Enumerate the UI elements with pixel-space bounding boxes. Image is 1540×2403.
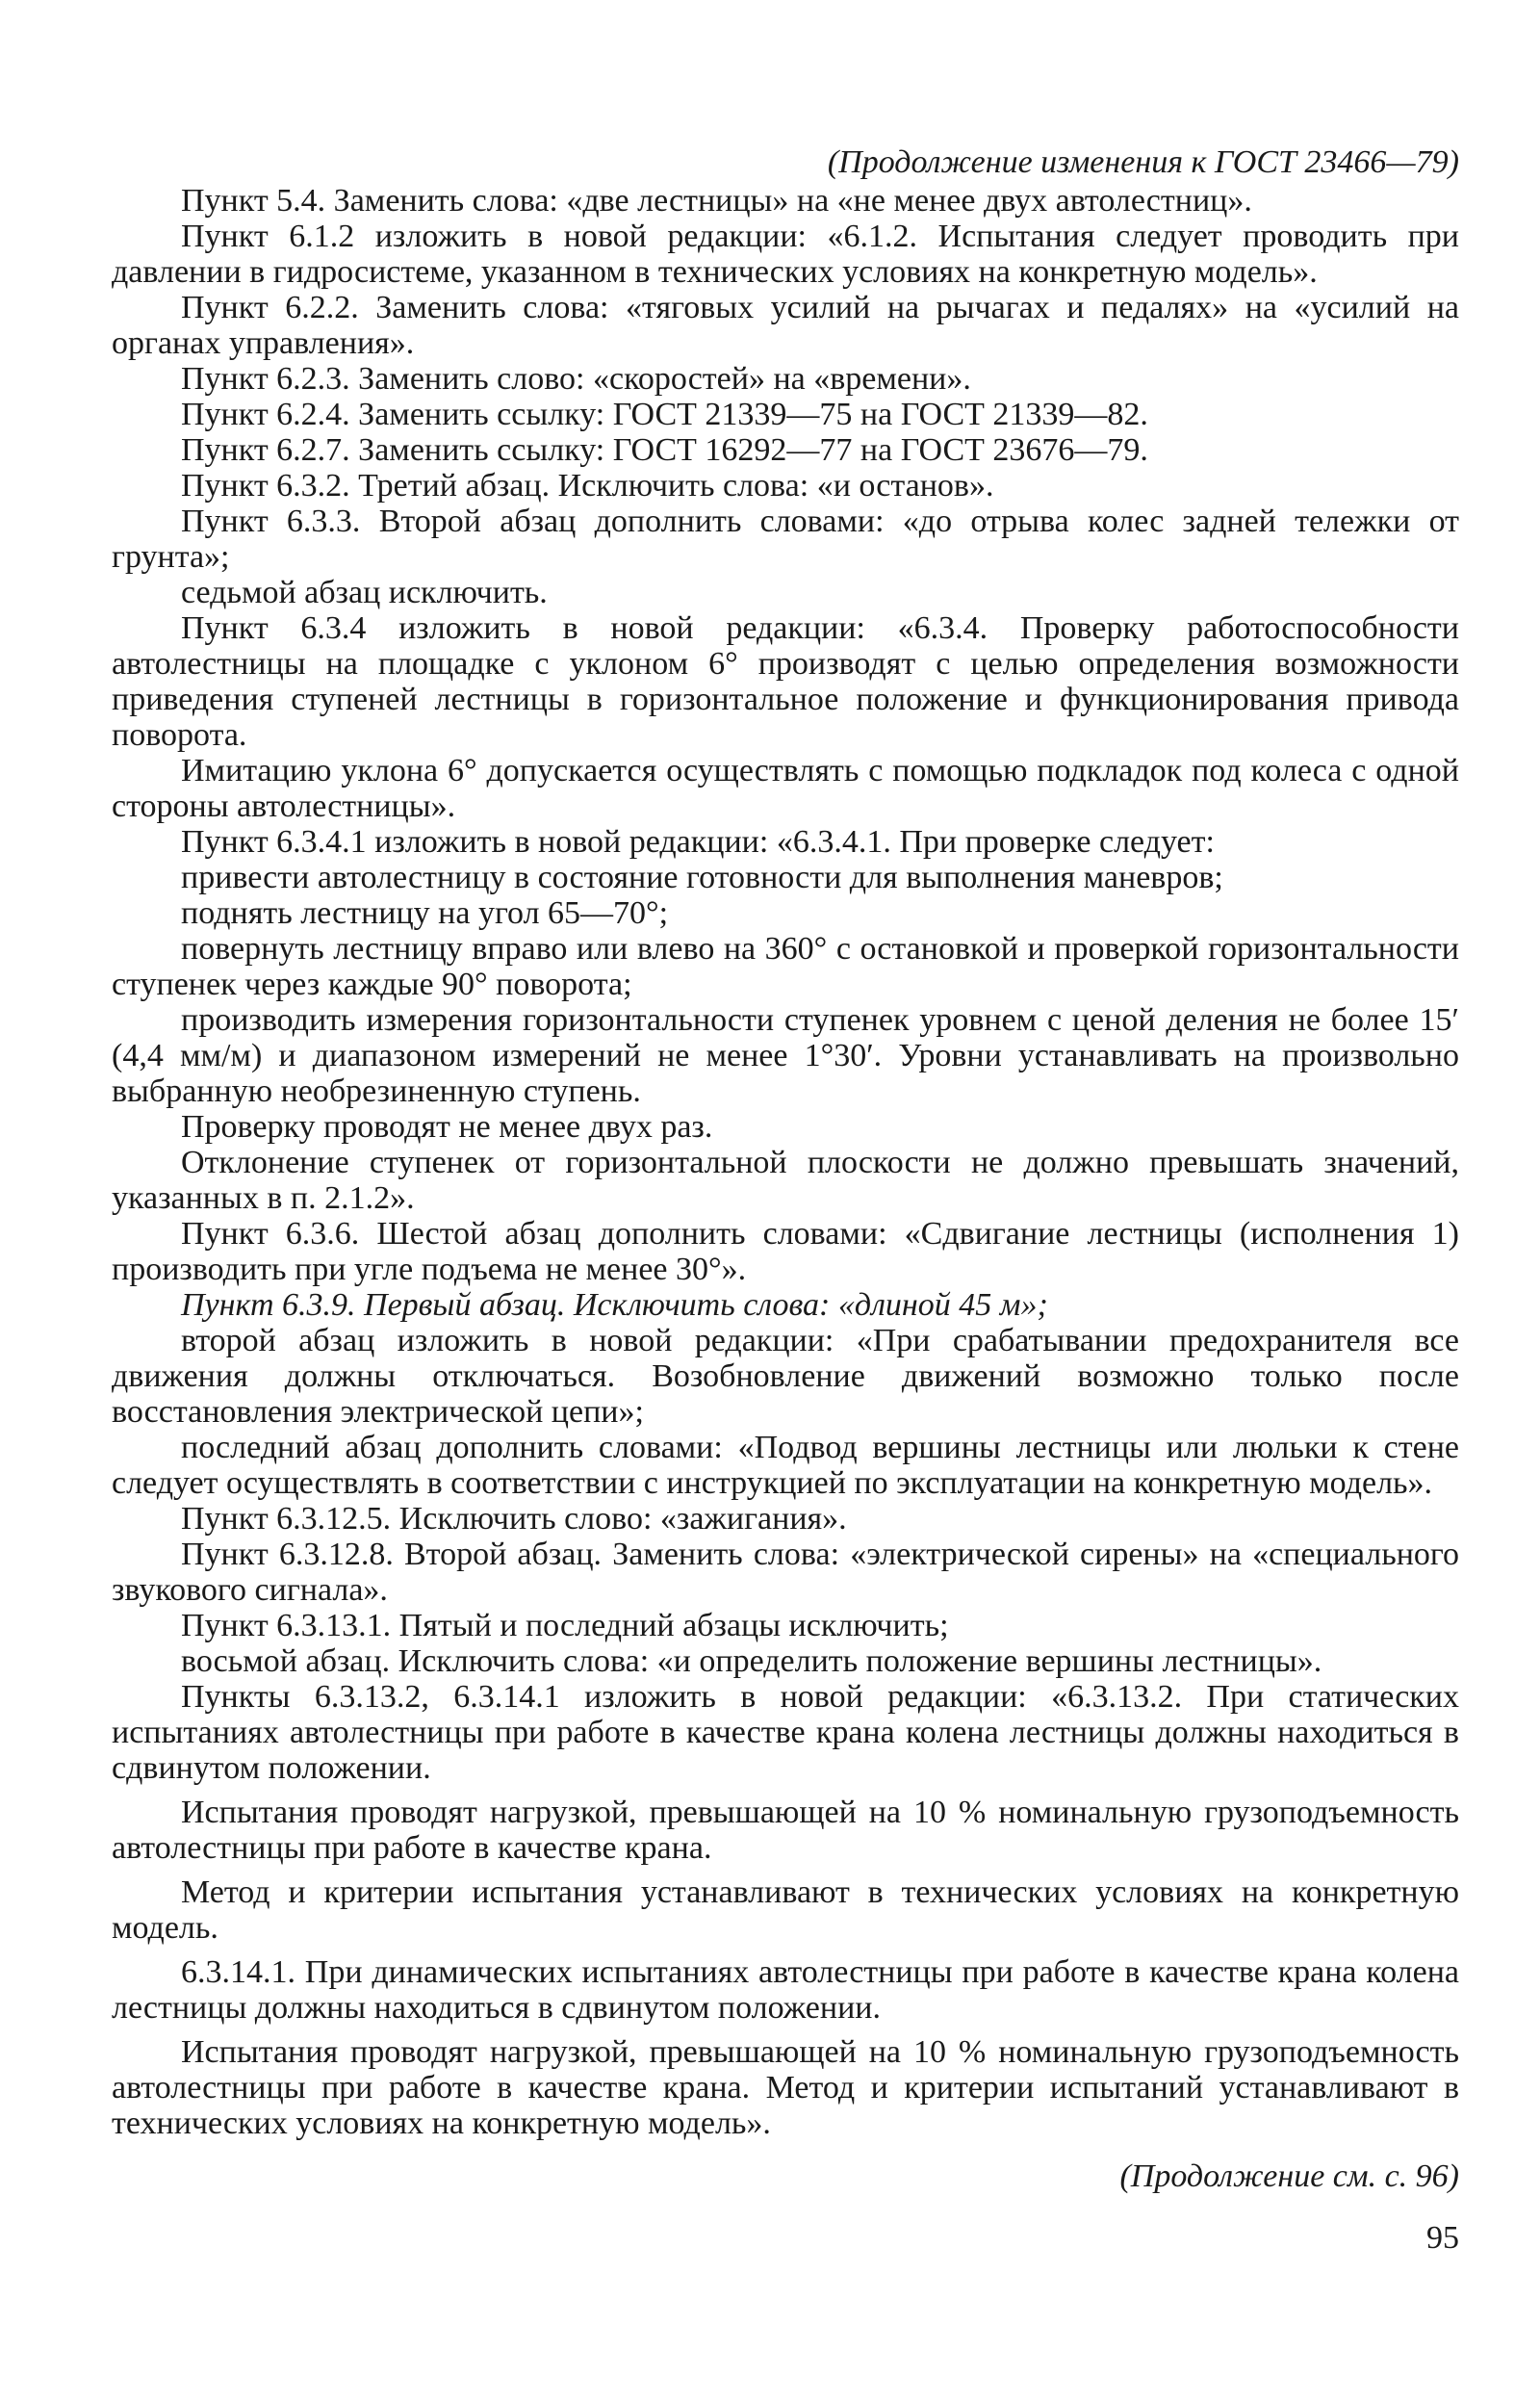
paragraph: Пункт 6.3.4.1 изложить в новой редакции: «6.3.4.1. При проверке следует: xyxy=(181,824,1215,860)
paragraph: Отклонение ступенек от горизонтальной плоскости не должно превышать значений, указанных в п. 2.1.2». xyxy=(112,1145,1459,1216)
continuation-footer: (Продолжение см. с. 96) xyxy=(1119,2158,1459,2194)
paragraph: Пункт 6.3.9. Первый абзац. Исключить слова: «длиной 45 м»; xyxy=(181,1287,1048,1323)
paragraph: Испытания проводят нагрузкой, превышающей на 10 % номинальную грузоподъемность автолестницы при работе в качестве крана. xyxy=(112,1795,1459,1866)
paragraph: Пункт 6.2.7. Заменить ссылку: ГОСТ 16292—77 на ГОСТ 23676—79. xyxy=(181,432,1148,468)
paragraph: Пункты 6.3.13.2, 6.3.14.1 изложить в новой редакции: «6.3.13.2. При статических испытаниях автолестницы при работе в качестве крана колена лестницы должны находиться в сдвинутом положении. xyxy=(112,1679,1459,1786)
continuation-header: (Продолжение изменения к ГОСТ 23466—79) xyxy=(827,144,1459,180)
paragraph: Пункт 6.3.12.5. Исключить слово: «зажигания». xyxy=(181,1501,847,1537)
paragraph: второй абзац изложить в новой редакции: «При срабатывании предохранителя все движения должны отключаться. Возобновление движений возможно только после восстановления электрической цепи»; xyxy=(112,1323,1459,1430)
paragraph: Пункт 6.2.2. Заменить слова: «тяговых усилий на рычагах и педалях» на «усилий на органах управления». xyxy=(112,290,1459,361)
paragraph: Пункт 6.3.4 изложить в новой редакции: «6.3.4. Проверку работоспособности автолестницы на площадке с уклоном 6° производят с целью определения возможности приведения ступеней лестницы в горизонтальное положение и функционирования привода поворота. xyxy=(112,610,1459,753)
paragraph: повернуть лестницу вправо или влево на 360° с остановкой и проверкой горизонтальности ступенек через каждые 90° поворота; xyxy=(112,931,1459,1002)
paragraph: производить измерения горизонтальности ступенек уровнем с ценой деления не более 15′ (4,4 мм/м) и диапазоном измерений не менее 1°30′. Уровни устанавливать на произвольно выбранную необрезиненную ступень. xyxy=(112,1002,1459,1109)
paragraph: седьмой абзац исключить. xyxy=(181,575,548,610)
paragraph: последний абзац дополнить словами: «Подвод вершины лестницы или люльки к стене следует осуществлять в соответствии с инструкцией по эксплуатации на конкретную модель». xyxy=(112,1430,1459,1501)
paragraph: Метод и критерии испытания устанавливают в технических условиях на конкретную модель. xyxy=(112,1874,1459,1946)
paragraph: Пункт 6.2.4. Заменить ссылку: ГОСТ 21339—75 на ГОСТ 21339—82. xyxy=(181,397,1148,432)
paragraph: Пункт 6.3.3. Второй абзац дополнить словами: «до отрыва колес задней тележки от грунта»; xyxy=(112,504,1459,575)
paragraph: поднять лестницу на угол 65—70°; xyxy=(181,895,669,931)
paragraph: привести автолестницу в состояние готовности для выполнения маневров; xyxy=(181,860,1223,895)
paragraph: Пункт 6.3.2. Третий абзац. Исключить слова: «и останов». xyxy=(181,468,994,504)
paragraph: Пункт 6.3.13.1. Пятый и последний абзацы исключить; xyxy=(181,1608,949,1643)
paragraph: Имитацию уклона 6° допускается осуществлять с помощью подкладок под колеса с одной стороны автолестницы». xyxy=(112,753,1459,824)
paragraph: Пункт 5.4. Заменить слова: «две лестницы» на «не менее двух автолестниц». xyxy=(181,183,1252,219)
text-block xyxy=(112,0,1459,2259)
paragraph: Проверку проводят не менее двух раз. xyxy=(181,1109,713,1145)
paragraph: Пункт 6.2.3. Заменить слово: «скоростей» на «времени». xyxy=(181,361,971,397)
paragraph: Пункт 6.3.12.8. Второй абзац. Заменить слова: «электрической сирены» на «специального звукового сигнала». xyxy=(112,1537,1459,1608)
paragraph: Пункт 6.1.2 изложить в новой редакции: «6.1.2. Испытания следует проводить при давлении в гидросистеме, указанном в технических условиях на конкретную модель». xyxy=(112,219,1459,290)
paragraph: восьмой абзац. Исключить слова: «и определить положение вершины лестницы». xyxy=(181,1643,1322,1679)
paragraph: 6.3.14.1. При динамических испытаниях автолестницы при работе в качестве крана колена лестницы должны находиться в сдвинутом положении. xyxy=(112,1954,1459,2026)
paragraph: Пункт 6.3.6. Шестой абзац дополнить словами: «Сдвигание лестницы (исполнения 1) производить при угле подъема не менее 30°». xyxy=(112,1216,1459,1287)
paragraph: Испытания проводят нагрузкой, превышающей на 10 % номинальную грузоподъемность автолестницы при работе в качестве крана. Метод и критерии испытаний устанавливают в технических условиях на конкретную модель». xyxy=(112,2034,1459,2141)
page-number: 95 xyxy=(1426,2220,1459,2256)
